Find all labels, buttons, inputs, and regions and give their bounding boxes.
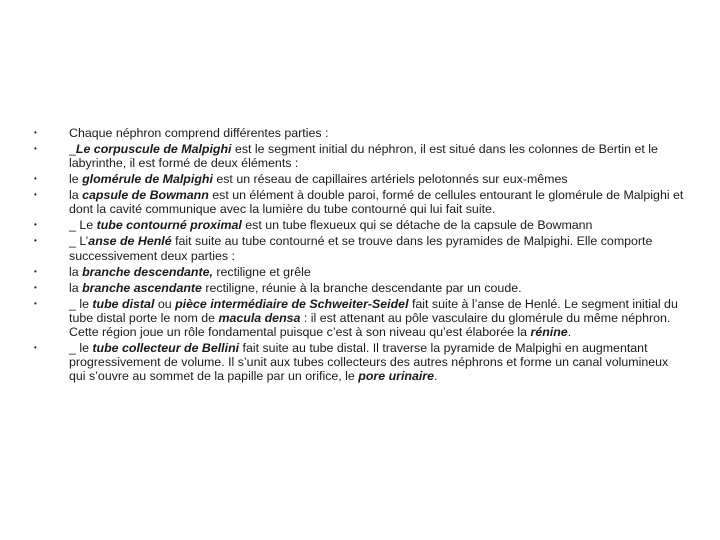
bullet-icon: • (34, 174, 37, 184)
list-item (34, 297, 684, 340)
text-segment: rectiligne, réunie à la branche descendante par un coude. (201, 280, 522, 295)
emphasized-term: Le corpuscule de Malpighi (75, 142, 232, 156)
text-segment: est un élément à double paroi, formé de cellules entourant le glomérule de Malpighi et dont la cavité communique avec la lumière du tube contourné qui lui fait suite. (69, 188, 684, 217)
emphasized-term: capsule de Bowmann (82, 188, 209, 203)
bullet-icon: • (34, 298, 37, 308)
emphasized-term: macula densa (218, 310, 301, 325)
text-segment: est le segment initial du néphron, il est situé dans les colonnes de Bertin et le labyrinthe, il est formé de deux éléments : (69, 142, 658, 171)
text-segment: le (69, 172, 83, 187)
text-segment: est un tube flexueux qui se détache de la capsule de Bowmann (241, 218, 593, 233)
text-segment: la (69, 188, 83, 203)
text-segment: est un réseau de capillaires artériels pelotonnés sur eux-mêmes (212, 172, 568, 187)
bullet-icon: • (34, 220, 37, 230)
bullet-icon: • (34, 144, 37, 153)
emphasized-term: pièce intermédiaire de Schweiter-Seidel (175, 296, 409, 311)
text-segment: fait suite au tube contourné et se trouve dans les pyramides de Malpighi. Elle comporte successivement deux parties : (69, 234, 653, 263)
list-item (34, 281, 684, 295)
list-item (34, 265, 684, 279)
text-segment: _ le (69, 341, 93, 356)
text-segment: Chaque néphron comprend différentes parties : (69, 126, 329, 140)
text-segment: _ L’ (69, 234, 89, 249)
list-item (34, 142, 684, 170)
text-segment: _ Le (69, 218, 97, 233)
emphasized-term: glomérule de Malpighi (82, 172, 213, 187)
bullet-icon: • (34, 266, 37, 276)
list-item (34, 172, 684, 186)
text-segment: fait suite au tube distal. Il traverse la pyramide de Malpighi en augmentant progressivement de volume. Il s’unit aux tubes collecteurs des autres néphrons et forme un canal volumineux qui s’ouvre au sommet de la papille par un orifice, le (69, 341, 669, 384)
text-segment: rectiligne et grêle (212, 264, 311, 279)
text-segment: _ le (69, 296, 93, 311)
text-segment: la (69, 264, 83, 279)
list-item (34, 126, 684, 140)
list-item (34, 341, 684, 384)
emphasized-term: tube distal (92, 296, 155, 311)
text-segment: . (434, 369, 438, 384)
list-item (34, 218, 684, 232)
emphasized-term: tube collecteur de Bellini (92, 341, 240, 356)
list-item (34, 234, 684, 262)
text-segment: _ (69, 142, 76, 156)
bullet-icon: • (34, 190, 37, 200)
bullet-icon: • (34, 343, 37, 353)
bullet-list (34, 126, 684, 385)
emphasized-term: branche descendante, (82, 264, 213, 279)
text-segment: fait suite à l’anse de Henlé. Le segment initial du tube distal porte le nom de (69, 296, 678, 325)
text-segment: : il est attenant au pôle vasculaire du glomérule du même néphron. Cette région joue un rôle fondamental puisque c’est à son niveau qu’est élaborée la (69, 310, 671, 340)
emphasized-term: pore urinaire (358, 369, 435, 384)
list-item (34, 188, 684, 216)
text-segment: . (567, 325, 572, 340)
bullet-icon: • (34, 128, 37, 137)
emphasized-term: branche ascendante (82, 280, 202, 295)
emphasized-term: anse de Henlé (88, 234, 172, 249)
emphasized-term: rénine (530, 325, 568, 340)
text-segment: ou (154, 296, 176, 311)
emphasized-term: tube contourné proximal (96, 218, 242, 233)
bullet-icon: • (34, 282, 37, 292)
text-segment: la (69, 280, 83, 295)
bullet-icon: • (34, 236, 37, 246)
